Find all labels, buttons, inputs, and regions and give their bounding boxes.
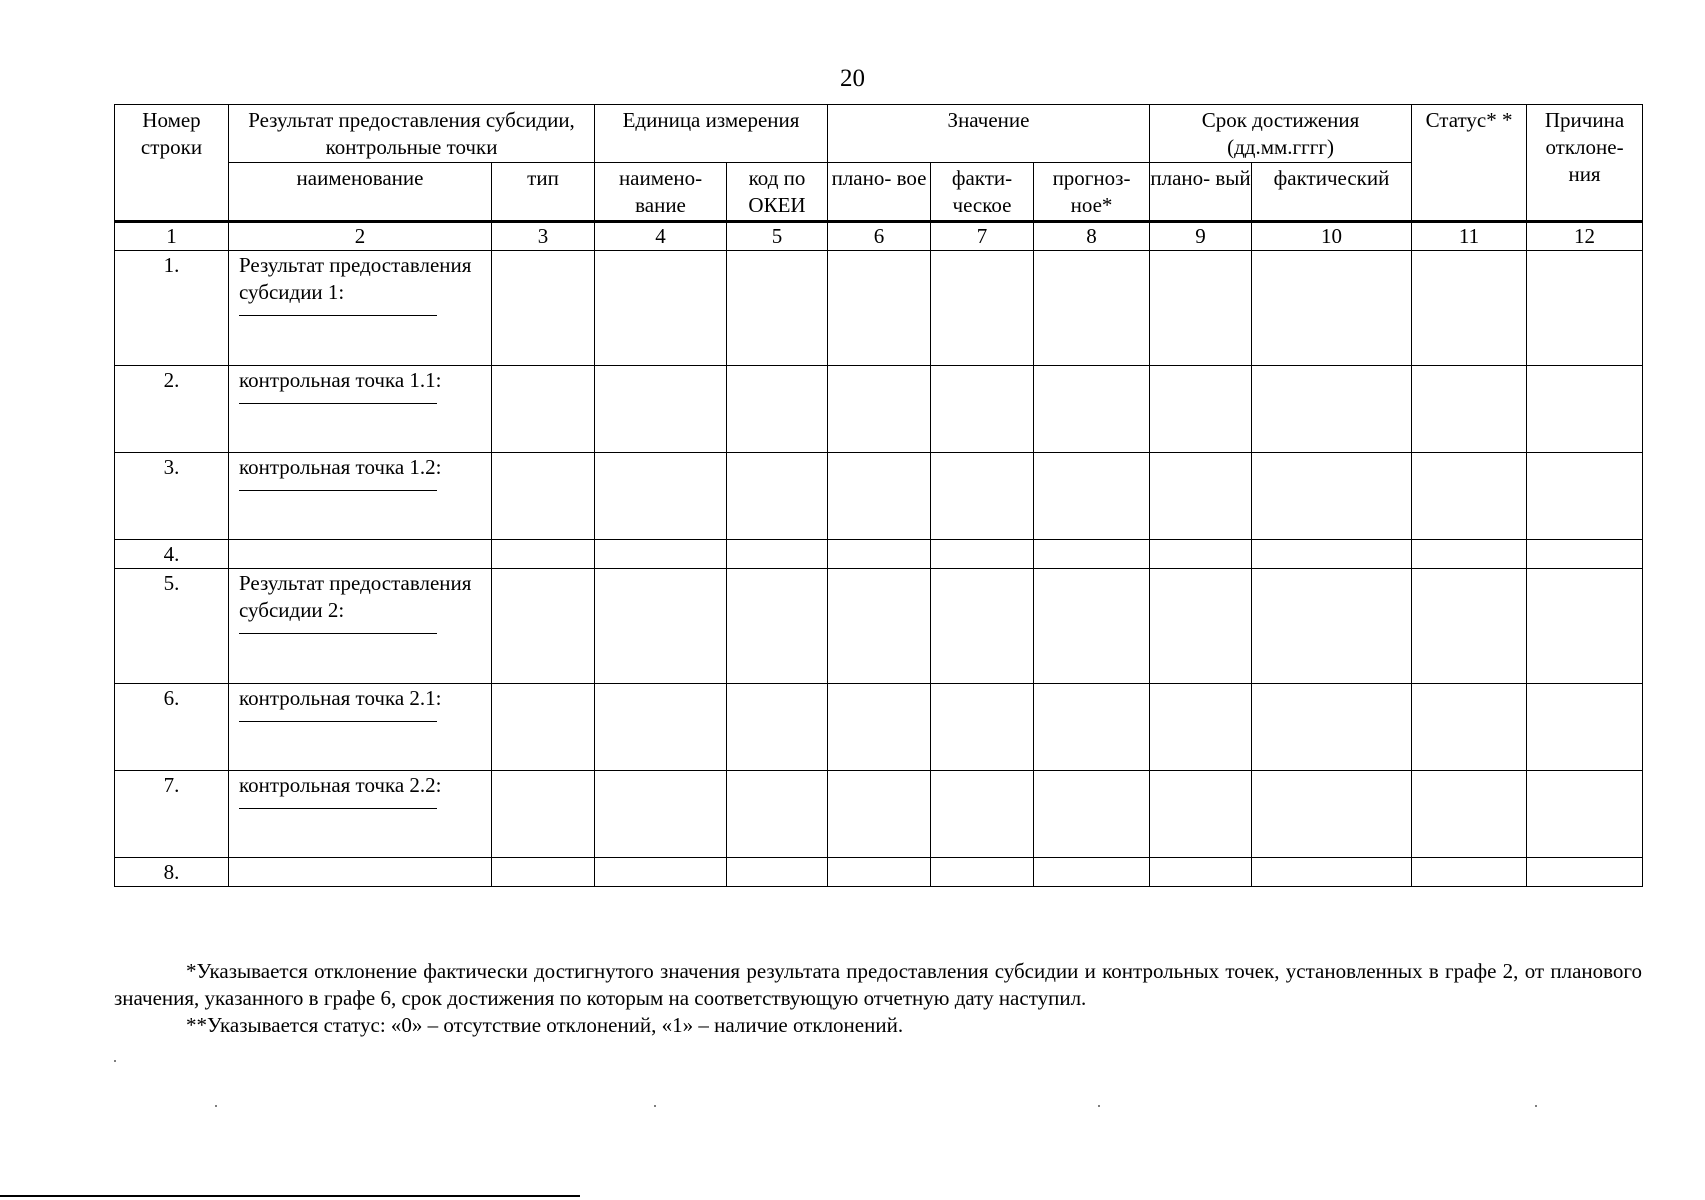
page-number: 20 [840,65,865,92]
header-row-no: Номер строки [115,105,229,221]
empty-cell [1034,771,1150,858]
empty-cell [1034,366,1150,453]
row-name: контрольная точка 1.2: [239,455,442,479]
empty-cell [595,453,727,540]
header-value-fact: факти- ческое [931,163,1034,221]
empty-cell [828,771,931,858]
column-numbers-row [115,222,1643,251]
empty-cell [931,540,1034,569]
header-deadline: Срок достижения (дд.мм.гггг) [1150,105,1412,163]
scan-speck [654,1105,656,1107]
empty-cell [492,366,595,453]
empty-cell [1150,453,1252,540]
header-value-forecast: прогноз- ное* [1034,163,1150,221]
empty-cell [492,453,595,540]
row-name: контрольная точка 2.1: [239,686,442,710]
empty-cell [1150,366,1252,453]
table-row [115,540,1643,569]
empty-cell [1252,569,1412,684]
empty-cell [1527,858,1643,887]
column-number: 1 [115,222,229,251]
table-row [115,569,1643,684]
empty-cell [727,453,828,540]
empty-cell [1252,366,1412,453]
empty-cell [595,540,727,569]
column-number: 3 [492,222,595,251]
header-result: Результат предоставления субсидии, контрольные точки [229,105,595,163]
empty-cell [828,251,931,366]
empty-cell [931,366,1034,453]
empty-cell [1412,569,1527,684]
row-name [229,858,492,887]
fill-in-line [239,627,437,634]
empty-cell [492,540,595,569]
empty-cell [1034,858,1150,887]
column-number: 5 [727,222,828,251]
empty-cell [1527,771,1643,858]
scan-speck [215,1105,217,1107]
header-result-type: тип [492,163,595,221]
empty-cell [1252,251,1412,366]
header-deadline-plan: плано- вый [1150,163,1252,221]
empty-cell [828,540,931,569]
row-number: 1. [115,251,229,366]
fill-in-line [239,802,437,809]
empty-cell [492,771,595,858]
table-row [115,858,1643,887]
empty-cell [595,251,727,366]
empty-cell [1527,453,1643,540]
empty-cell [1150,540,1252,569]
empty-cell [595,366,727,453]
empty-cell [1034,684,1150,771]
header-unit-code: код по ОКЕИ [727,163,828,221]
row-number: 4. [115,540,229,569]
column-number: 10 [1252,222,1412,251]
header-value-plan: плано- вое [828,163,931,221]
fill-in-line [239,397,437,404]
table-row [115,684,1643,771]
table-row [115,251,1643,366]
footnote-2: **Указывается статус: «0» – отсутствие отклонений, «1» – наличие отклонений. [186,1013,904,1037]
empty-cell [828,858,931,887]
empty-cell [1412,251,1527,366]
empty-cell [1527,251,1643,366]
footnote-1: *Указывается отклонение фактически достигнутого значения результата предоставления субсидии и контрольных точек, установленных в графе 2, от планового значения, указанного в графе 6, срок достижения по которым на соответствующую отчетную дату наступил. [114,959,1642,1010]
empty-cell [1034,540,1150,569]
column-number: 7 [931,222,1034,251]
empty-cell [828,684,931,771]
table-row [115,771,1643,858]
empty-cell [1412,453,1527,540]
table-row [115,366,1643,453]
empty-cell [1150,569,1252,684]
column-number: 8 [1034,222,1150,251]
fill-in-line [239,309,437,316]
empty-cell [595,684,727,771]
scan-speck [1098,1105,1100,1107]
scan-speck [114,1060,116,1062]
header-status: Статус* * [1412,105,1527,221]
empty-cell [1252,684,1412,771]
column-number: 11 [1412,222,1527,251]
row-name: контрольная точка 1.1: [239,368,442,392]
header-row-1 [115,105,1643,163]
empty-cell [1412,771,1527,858]
empty-cell [727,858,828,887]
empty-cell [1252,858,1412,887]
empty-cell [492,858,595,887]
empty-cell [727,771,828,858]
empty-cell [931,569,1034,684]
header-result-name: наименование [229,163,492,221]
fill-in-line [239,484,437,491]
empty-cell [1150,771,1252,858]
row-number: 3. [115,453,229,540]
empty-cell [828,366,931,453]
empty-cell [1412,540,1527,569]
empty-cell [931,684,1034,771]
empty-cell [727,684,828,771]
empty-cell [595,771,727,858]
table-row [115,453,1643,540]
empty-cell [931,453,1034,540]
empty-cell [492,251,595,366]
empty-cell [931,251,1034,366]
empty-cell [1412,858,1527,887]
empty-cell [1252,453,1412,540]
row-name-cell [229,453,492,540]
row-number: 8. [115,858,229,887]
empty-cell [1150,858,1252,887]
row-name-cell [229,569,492,684]
column-number: 9 [1150,222,1252,251]
empty-cell [1527,684,1643,771]
row-name-cell [229,251,492,366]
empty-cell [828,453,931,540]
header-value: Значение [828,105,1150,163]
report-table [114,104,1643,887]
empty-cell [1150,251,1252,366]
header-unit: Единица измерения [595,105,828,163]
row-name: Результат предоставления субсидии 2: [239,571,472,622]
row-name: контрольная точка 2.2: [239,773,442,797]
empty-cell [727,540,828,569]
empty-cell [931,771,1034,858]
column-number: 6 [828,222,931,251]
scan-speck [1535,1105,1537,1107]
row-number: 5. [115,569,229,684]
row-number: 2. [115,366,229,453]
row-name-cell [229,771,492,858]
empty-cell [595,569,727,684]
empty-cell [727,366,828,453]
row-number: 7. [115,771,229,858]
empty-cell [1034,569,1150,684]
empty-cell [828,569,931,684]
empty-cell [1527,540,1643,569]
empty-cell [1252,771,1412,858]
empty-cell [1412,366,1527,453]
empty-cell [1150,684,1252,771]
header-reason: Причина отклоне- ния [1527,105,1643,221]
empty-cell [727,251,828,366]
empty-cell [931,858,1034,887]
row-name-cell [229,684,492,771]
column-number: 12 [1527,222,1643,251]
empty-cell [492,569,595,684]
empty-cell [1412,684,1527,771]
row-name: Результат предоставления субсидии 1: [239,253,472,304]
empty-cell [1252,540,1412,569]
empty-cell [1034,251,1150,366]
header-deadline-fact: фактический [1252,163,1412,221]
scan-edge-line [0,1195,580,1197]
column-number: 2 [229,222,492,251]
empty-cell [1527,366,1643,453]
empty-cell [727,569,828,684]
row-number: 6. [115,684,229,771]
empty-cell [1527,569,1643,684]
fill-in-line [239,715,437,722]
footnotes [114,958,1642,1039]
row-name-cell [229,366,492,453]
row-name [229,540,492,569]
empty-cell [1034,453,1150,540]
header-unit-name: наимено- вание [595,163,727,221]
empty-cell [595,858,727,887]
empty-cell [492,684,595,771]
column-number: 4 [595,222,727,251]
